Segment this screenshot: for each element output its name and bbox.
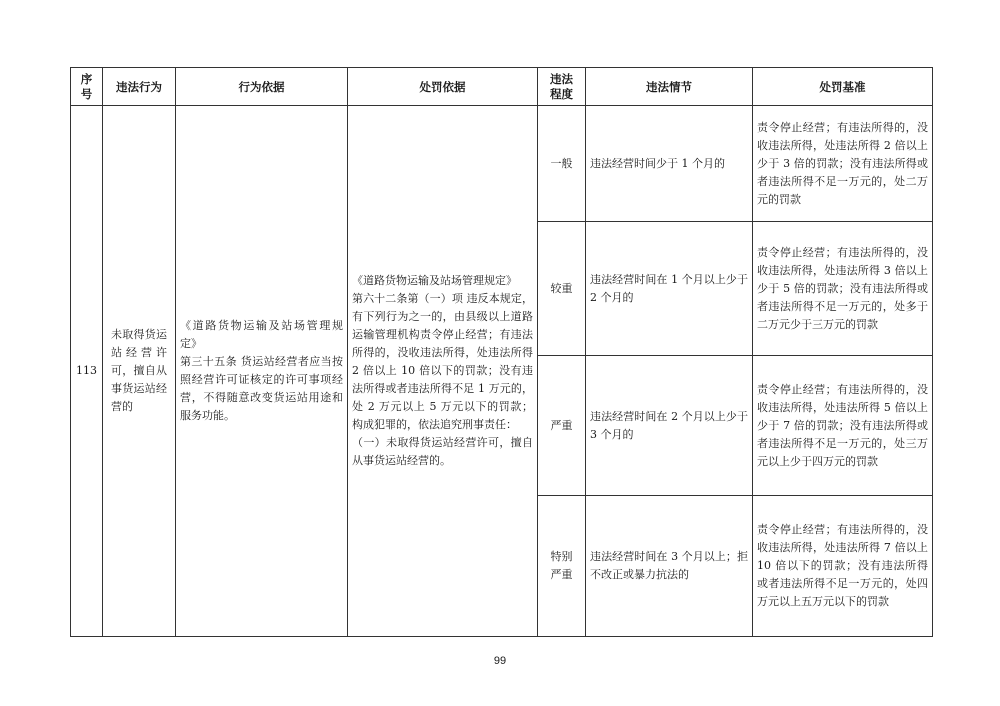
circumstance-cell: 违法经营时间少于 1 个月的 [586,106,753,222]
penalty-standard-cell: 责令停止经营；有违法所得的，没收违法所得，处违法所得 3 倍以上少于 5 倍的罚款；没有违法所得或者违法所得不足一万元的，处多于二万元少于三万元的罚款 [753,222,933,356]
penalty-standard-table [70,67,933,637]
header-legal-basis: 行为依据 [176,68,348,106]
header-violation: 违法行为 [103,68,176,106]
degree-cell: 较重 [538,222,586,356]
header-penalty-basis: 处罚依据 [348,68,538,106]
degree-cell: 严重 [538,356,586,496]
table-row [71,106,933,222]
degree-cell: 特别 严重 [538,496,586,637]
header-row [71,68,933,106]
header-serial-number: 序 号 [71,68,103,106]
record-number: 113 [71,106,103,637]
penalty-standard-cell: 责令停止经营；有违法所得的，没收违法所得，处违法所得 5 倍以上少于 7 倍的罚款；没有违法所得或者违法所得不足一万元的，处三万元以上少于四万元的罚款 [753,356,933,496]
header-penalty-standard: 处罚基准 [753,68,933,106]
penalty-standard-cell: 责令停止经营；有违法所得的，没收违法所得，处违法所得 2 倍以上少于 3 倍的罚款；没有违法所得或者违法所得不足一万元的，处二万元的罚款 [753,106,933,222]
circumstance-cell: 违法经营时间在 3 个月以上；拒不改正或暴力抗法的 [586,496,753,637]
header-degree: 违法 程度 [538,68,586,106]
violation-text: 未取得货运站经营许可，擅自从事货运站经营的 [103,106,176,637]
circumstance-cell: 违法经营时间在 2 个月以上少于 3 个月的 [586,356,753,496]
penalty-standard-cell: 责令停止经营；有违法所得的，没收违法所得，处违法所得 7 倍以上 10 倍以下的罚款；没有违法所得或者违法所得不足一万元的，处四万元以上五万元以下的罚款 [753,496,933,637]
degree-cell: 一般 [538,106,586,222]
penalty-basis-text: 《道路货物运输及站场管理规定》 第六十二条第（一）项 违反本规定，有下列行为之一的，由县级以上道路运输管理机构责令停止经营；有违法所得的，没收违法所得，处违法所得 2 倍以上 10 倍以下的罚款；没有违法所得或者违法所得不足 1 万元的，处 2 万元以上 5 万元以下的罚款；构成犯罪的，依法追究刑事责任： （一）未取得货运站经营许可，擅自从事货运站经营的。 [348,106,538,637]
circumstance-cell: 违法经营时间在 1 个月以上少于 2 个月的 [586,222,753,356]
legal-basis-text: 《道路货物运输及站场管理规定》 第三十五条 货运站经营者应当按照经营许可证核定的许可事项经营，不得随意改变货运站用途和服务功能。 [176,106,348,637]
header-circumstances: 违法情节 [586,68,753,106]
page-number: 99 [493,655,507,667]
